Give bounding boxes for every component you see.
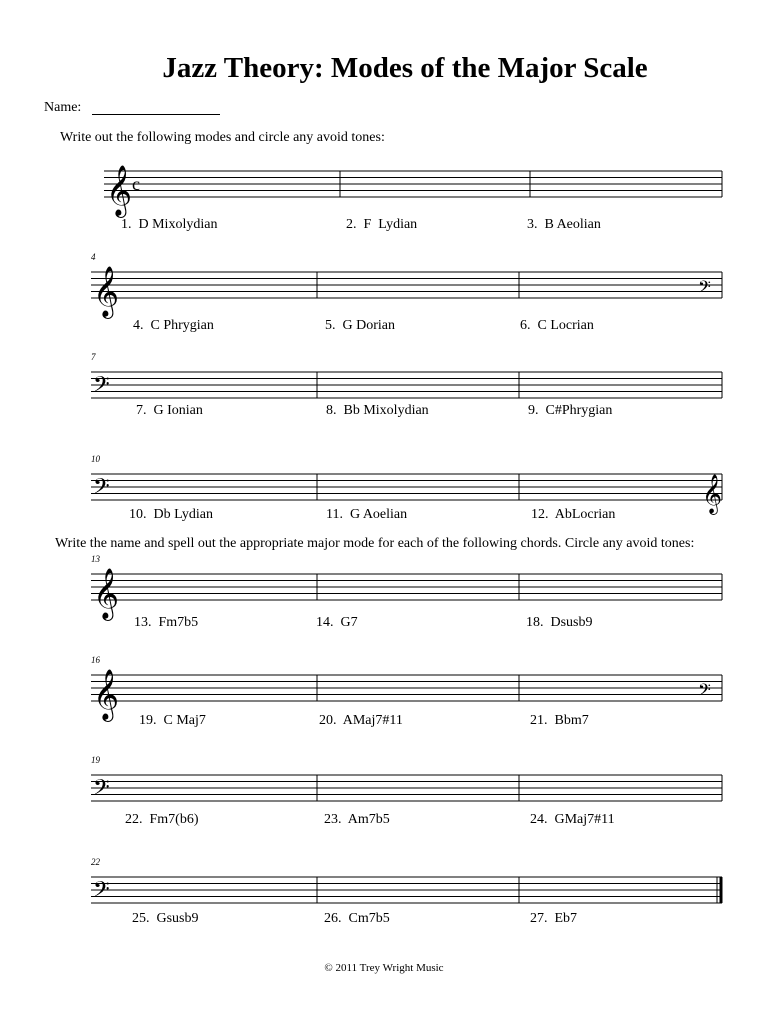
music-staff[interactable] xyxy=(0,159,768,219)
bass-clef-icon: 𝄢 xyxy=(93,372,110,403)
bass-clef-icon: 𝄢 xyxy=(93,877,110,908)
exercise-label: 7. G Ionian xyxy=(136,403,203,418)
treble-clef-icon: 𝄞 xyxy=(93,266,120,317)
treble-clef-icon: 𝄞 xyxy=(106,165,133,216)
exercise-label: 6. C Locrian xyxy=(520,318,594,333)
measure-number: 16 xyxy=(91,655,100,665)
exercise-label: 10. Db Lydian xyxy=(129,507,213,522)
music-staff[interactable] xyxy=(0,260,768,320)
measure-number: 22 xyxy=(91,857,100,867)
exercise-label: 5. G Dorian xyxy=(325,318,395,333)
measure-number: 13 xyxy=(91,554,100,564)
exercise-label: 12. AbLocrian xyxy=(531,507,616,522)
exercise-label: 19. C Maj7 xyxy=(139,713,206,728)
measure-number: 19 xyxy=(91,755,100,765)
exercise-label: 18. Dsusb9 xyxy=(526,615,593,630)
courtesy-bass-clef-icon: 𝄢 xyxy=(698,276,711,301)
bass-clef-icon: 𝄢 xyxy=(93,474,110,505)
treble-clef-icon: 𝄞 xyxy=(93,669,120,720)
name-blank-line[interactable] xyxy=(92,114,220,115)
exercise-label: 24. GMaj7#11 xyxy=(530,812,615,827)
exercise-label: 2. F Lydian xyxy=(346,217,418,232)
page-title: Jazz Theory: Modes of the Major Scale xyxy=(162,52,648,84)
treble-clef-icon: 𝄞 xyxy=(93,568,120,619)
measure-number: 4 xyxy=(91,252,96,262)
courtesy-bass-clef-icon: 𝄢 xyxy=(698,679,711,704)
bass-clef-icon: 𝄢 xyxy=(93,775,110,806)
exercise-label: 4. C Phrygian xyxy=(133,318,214,333)
exercise-label: 27. Eb7 xyxy=(530,911,578,926)
exercise-label: 13. Fm7b5 xyxy=(134,615,199,630)
exercise-label: 22. Fm7(b6) xyxy=(125,812,199,827)
exercise-label: 26. Cm7b5 xyxy=(324,911,390,926)
measure-number: 10 xyxy=(91,454,100,464)
exercise-label: 14. G7 xyxy=(316,615,358,630)
exercise-label: 3. B Aeolian xyxy=(527,217,601,232)
exercise-label: 20. AMaj7#11 xyxy=(319,713,403,728)
exercise-label: 25. Gsusb9 xyxy=(132,911,199,926)
exercise-label: 1. D Mixolydian xyxy=(121,217,218,232)
common-time-signature: c xyxy=(132,174,140,194)
exercise-label: 21. Bbm7 xyxy=(530,713,589,728)
music-staff[interactable] xyxy=(0,562,768,622)
exercise-label: 11. G Aoelian xyxy=(326,507,408,522)
exercise-label: 8. Bb Mixolydian xyxy=(326,403,429,418)
instruction-modes: Write out the following modes and circle any avoid tones: xyxy=(60,130,385,145)
measure-number: 7 xyxy=(91,352,96,362)
courtesy-treble-clef-icon: 𝄞 xyxy=(702,474,723,514)
instruction-chords: Write the name and spell out the appropriate major mode for each of the following chords. Circle any avoid tones: xyxy=(55,536,695,551)
exercise-label: 9. C#Phrygian xyxy=(528,403,613,418)
exercise-label: 23. Am7b5 xyxy=(324,812,390,827)
copyright-footer: © 2011 Trey Wright Music xyxy=(324,962,444,974)
name-label: Name: xyxy=(44,100,82,115)
